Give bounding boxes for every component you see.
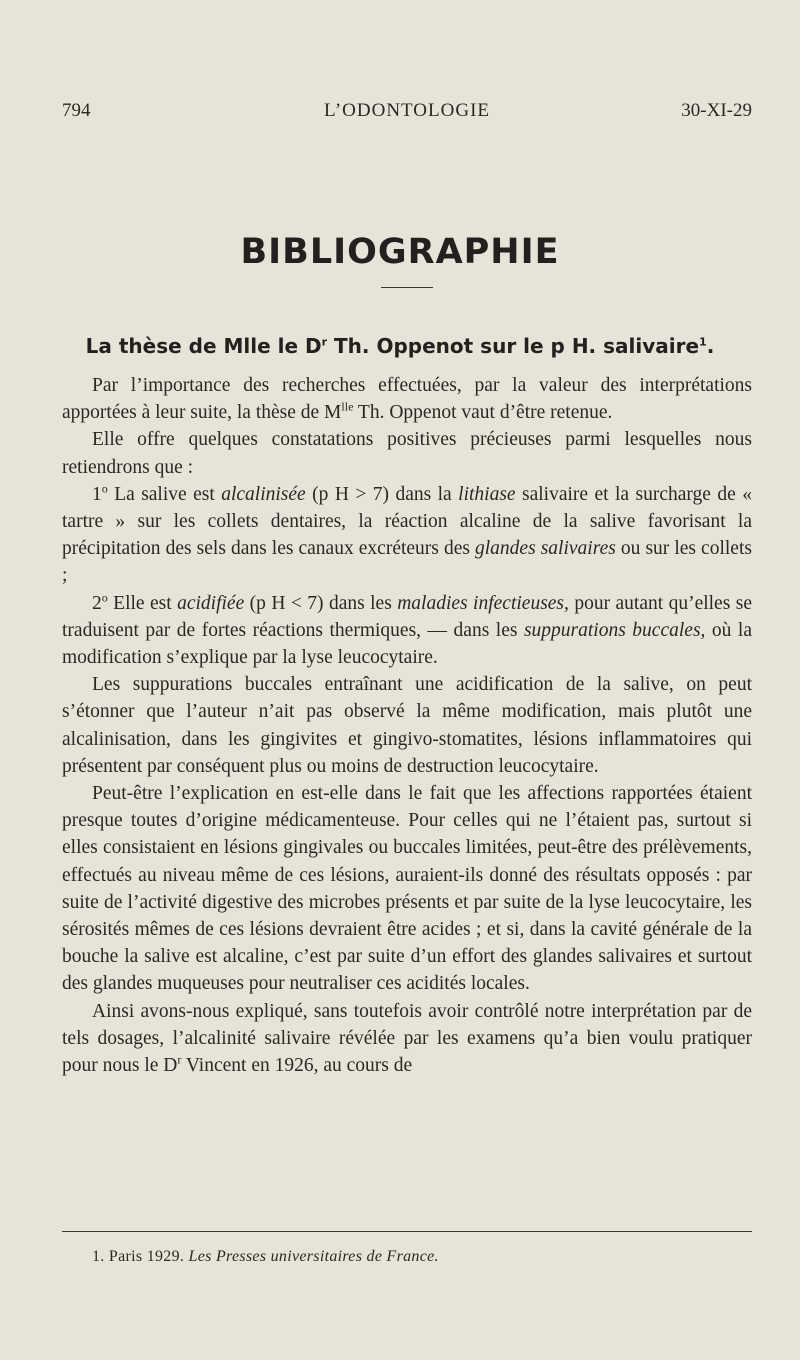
article-title-text: La thèse de Mlle le D <box>85 334 322 358</box>
footnote-publisher: Les Presses universitaires de France. <box>188 1248 439 1265</box>
item-1-number: 1 <box>92 483 102 505</box>
paragraph-2: Elle offre quelques constatations positives précieuses parmi lesquelles nous retiendrons que : <box>62 429 752 478</box>
paragraph-3-text-b: (p H > 7) dans la <box>305 483 459 505</box>
paragraph-7-text: Ainsi avons-nous expliqué, sans toutefois avoir contrôlé notre interprétation par de tels dosages, l’alcalinité salivaire révélée par les examens qu’a bien voulu pratiquer pour nous le D <box>62 1000 752 1077</box>
paragraph-4-em-2: maladies infectieuses, <box>397 592 569 614</box>
footnote-text: Paris 1929. <box>108 1248 189 1265</box>
paragraph-3-text-c: salivaire et la surcharge de « tartre » sur les collets dentaires, la réaction alcaline de la salive favorisant la précipitation des sels dans les canaux excréteurs des <box>62 483 752 560</box>
paragraph-3-em-2: lithiase <box>458 483 516 505</box>
paragraph-1-sup: lle <box>341 399 354 414</box>
article-title <box>0 334 800 358</box>
issue-date: 30-XI-29 <box>681 100 752 121</box>
footnote-divider <box>62 1231 752 1232</box>
section-title: BIBLIOGRAPHIE <box>240 232 560 272</box>
article-title-end: . <box>706 334 715 358</box>
paragraph-3-em-1: alcalinisée <box>221 483 306 505</box>
paragraph-4 <box>62 590 752 672</box>
paragraph-4-em-3: suppurations buccales, <box>523 619 706 641</box>
paragraph-3-em-3: glandes salivaires <box>475 538 616 560</box>
article-body <box>62 372 752 1079</box>
paragraph-5: Les suppurations buccales entraînant une acidification de la salive, on peut s’étonner que l’auteur n’ait pas observé la même modification, mais plutôt une alcalinisation, dans les gingivites et gingivo-stomatites, lésions inflammatoires qui présentent par conséquent plus ou moins de destruction leucocytaire. <box>62 674 752 777</box>
footnote-ref: 1 <box>699 335 707 349</box>
paragraph-7-end: Vincent en 1926, au cours de <box>181 1055 413 1077</box>
paragraph-3-text-d: ou sur les collets ; <box>62 538 752 587</box>
paragraph-4-text-b: (p H < 7) dans les <box>244 592 398 614</box>
paragraph-7 <box>62 998 752 1080</box>
paragraph-4-text-c: pour autant qu’elles se traduisent par de fortes réactions thermiques, — dans les <box>62 592 752 641</box>
footnote-number: 1. <box>92 1248 109 1265</box>
title-divider <box>381 287 433 288</box>
journal-title: L’ODONTOLOGIE <box>323 100 491 121</box>
item-2-ordinal: o <box>101 590 108 605</box>
paragraph-1-text: Par l’importance des recherches effectuées, par la valeur des interprétations apportées à leur suite, la thèse de M <box>62 375 752 424</box>
page-number: 794 <box>62 100 91 121</box>
paragraph-1 <box>62 372 752 426</box>
paragraph-4-em-1: acidifiée <box>177 592 245 614</box>
item-1-ordinal: o <box>101 481 108 496</box>
running-head <box>62 100 752 124</box>
paragraph-4-text-a: Elle est <box>107 592 178 614</box>
article-title-rest: Th. Oppenot sur le p H. salivaire <box>327 334 700 358</box>
footnote <box>92 1248 732 1266</box>
paragraph-3 <box>62 481 752 590</box>
item-2-number: 2 <box>92 592 102 614</box>
paragraph-6: Peut-être l’explication en est-elle dans le fait que les affections rapportées étaient presque toutes d’origine médicamenteuse. Pour celles qui ne l’étaient pas, surtout si elles consistaient en lésions gingivales ou buccales limitées, peut-être des prélèvements, effectués au niveau même de ces lésions, auraient-ils donné des résultats opposés : par suite de l’activité digestive des microbes présents et par suite de la lyse leucocytaire, les sérosités mêmes de ces lésions devraient être acides ; et si, dans la cavité générale de la bouche la salive est alcaline, c’est par suite d’un effort des glandes salivaires et surtout des glandes muqueuses pour neutraliser ces acidités locales. <box>62 783 752 995</box>
paragraph-4-text-d: où la modification s’explique par la lyse leucocytaire. <box>62 619 752 669</box>
doctor-abbrev-sup: r <box>321 335 328 349</box>
paragraph-1-end: Th. Oppenot vaut d’être retenue. <box>353 402 613 424</box>
paragraph-7-sup: r <box>177 1052 182 1067</box>
paragraph-3-text-a: La salive est <box>107 483 222 505</box>
